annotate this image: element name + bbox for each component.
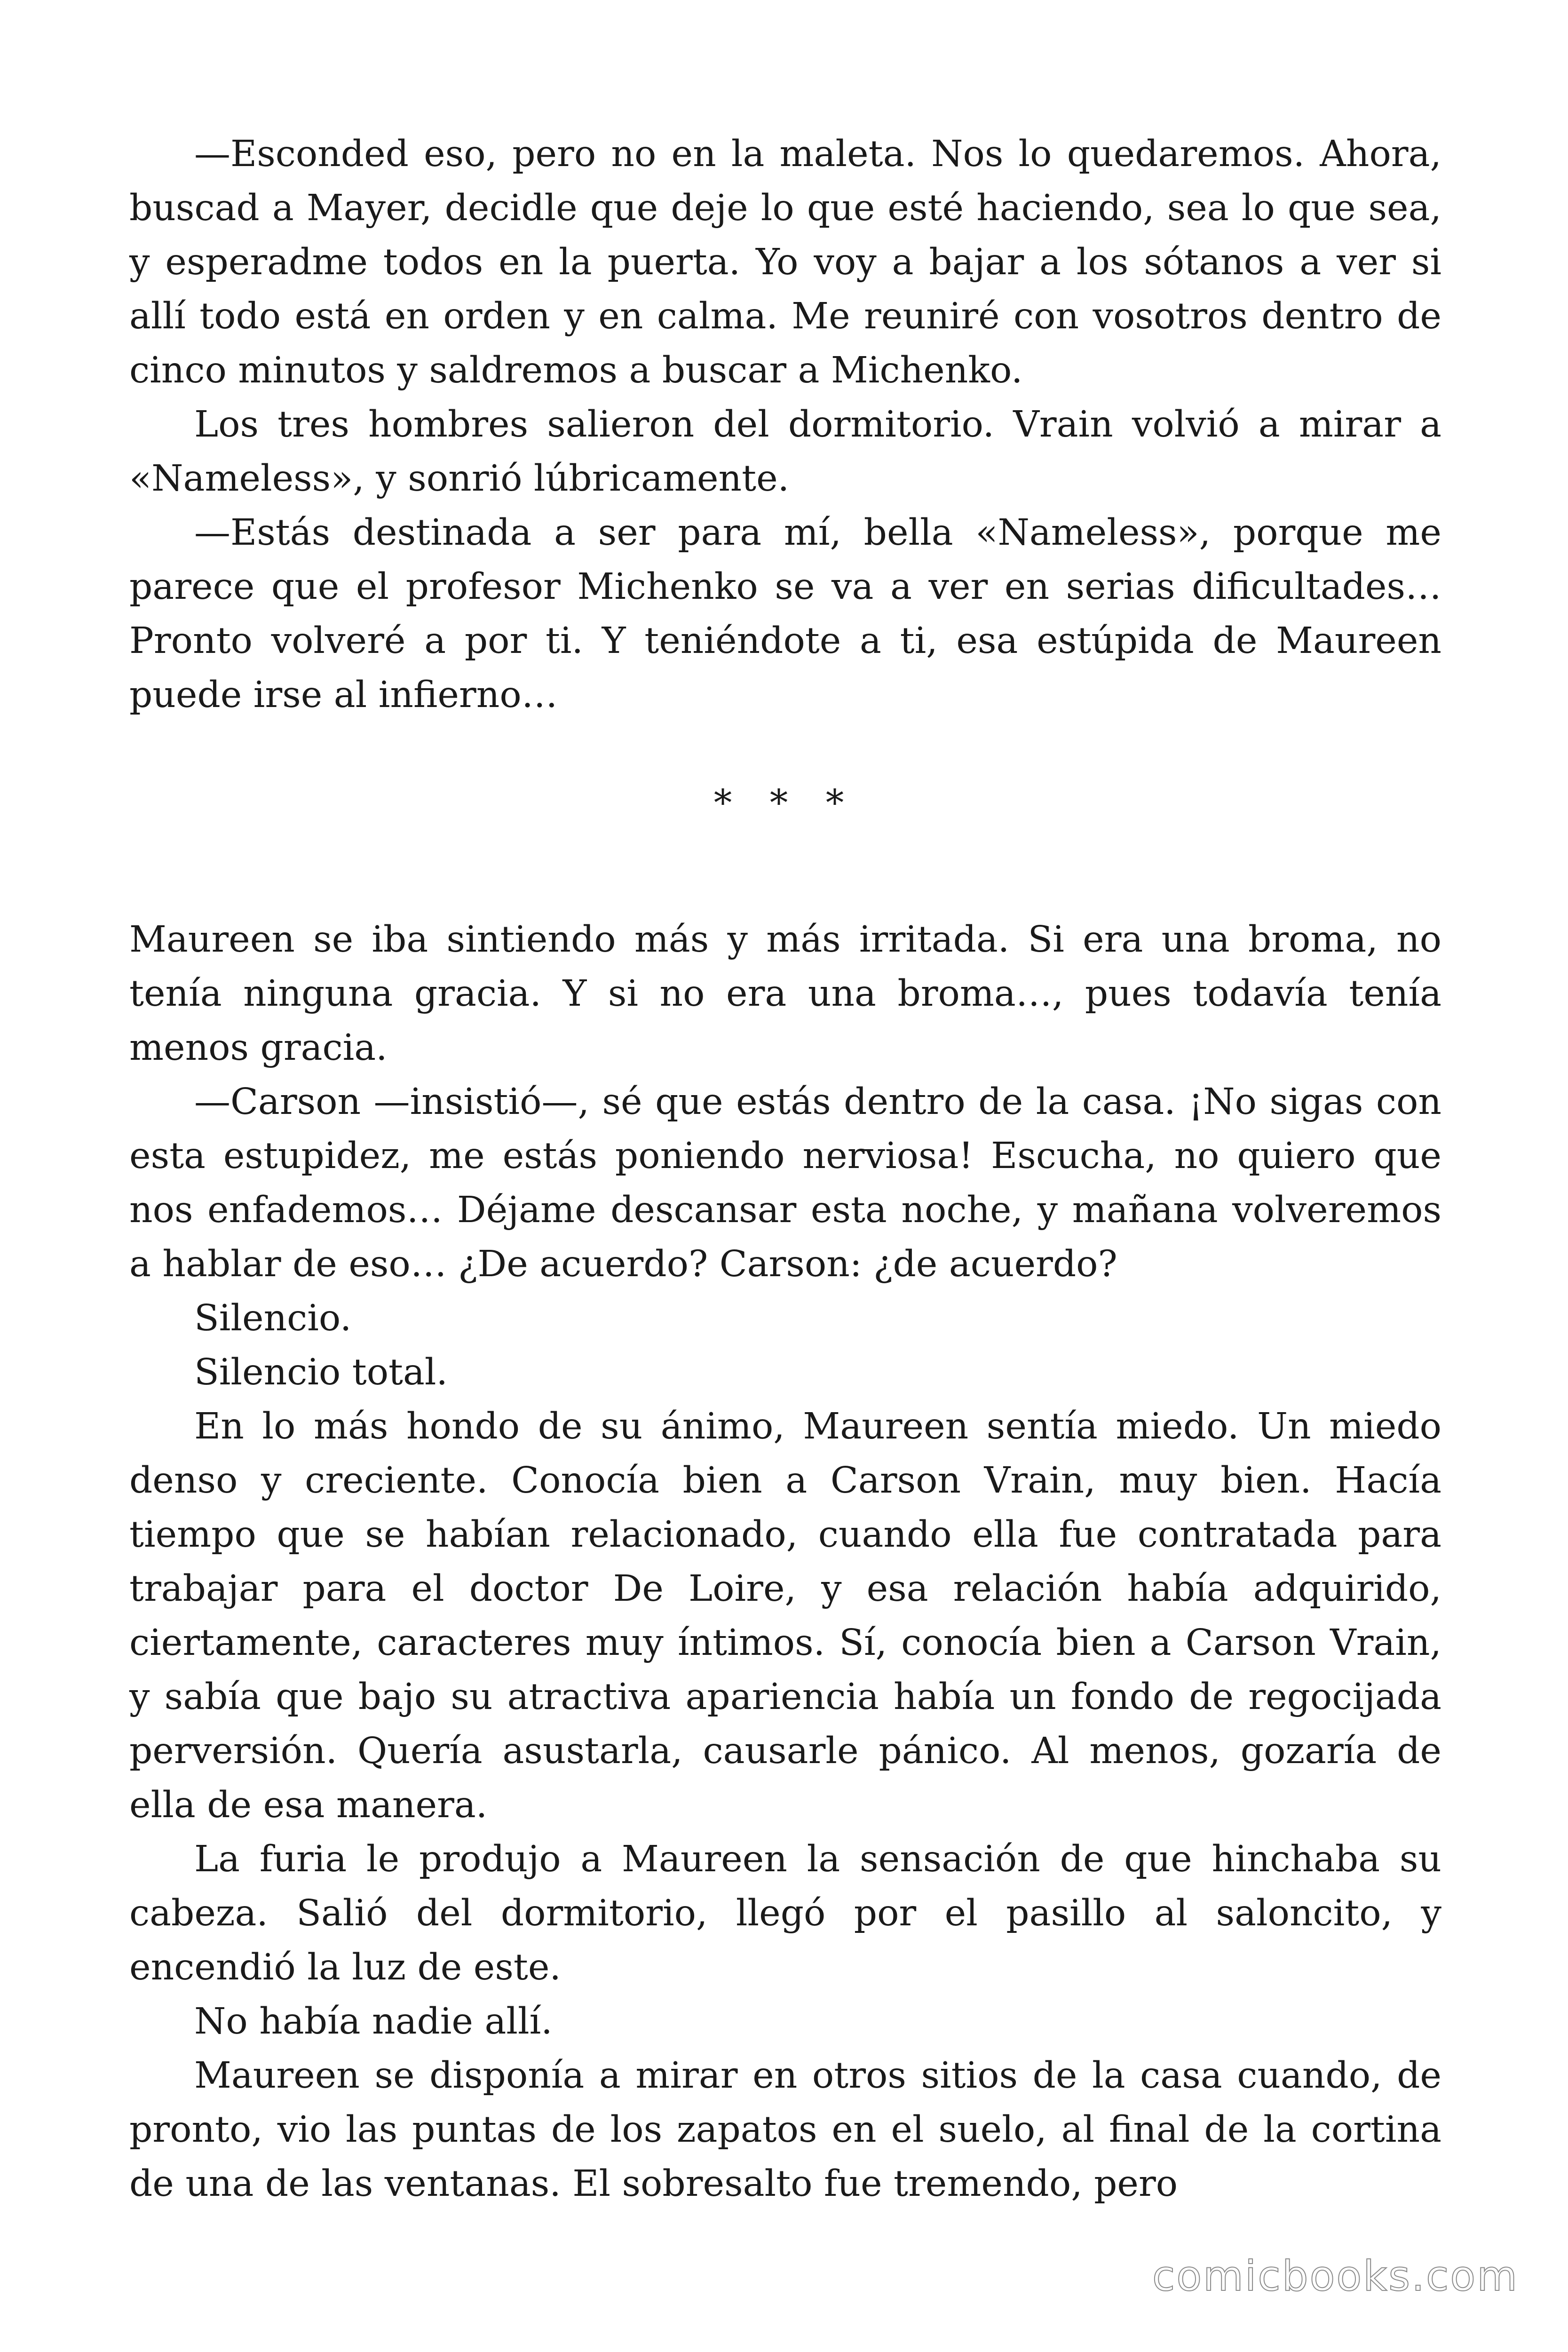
watermark: comicbooks.com (1152, 2252, 1519, 2300)
paragraph: —Carson —insistió—, sé que estás dentro de la casa. ¡No sigas con esta estupidez, me estás poniendo nerviosa! Escucha, no quiero que nos enfademos… Déjame descansar esta noche, y mañana volveremos a hablar de eso… ¿De acuerdo? Carson: ¿de acuerdo? (129, 1081, 1441, 1285)
section-1 (129, 127, 1441, 722)
paragraph: No había nadie allí. (194, 2001, 553, 2042)
paragraph: En lo más hondo de su ánimo, Maureen sentía miedo. Un miedo denso y creciente. Conocía bien a Carson Vrain, muy bien. Hacía tiempo que se habían relacionado, cuando ella fue contratada para trabajar para el doctor De Loire, y esa relación había adquirido, ciertamente, caracteres muy íntimos. Sí, conocía bien a Carson Vrain, y sabía que bajo su atractiva apariencia había un fondo de regocijada perversión. Quería asustarla, causarle pánico. Al menos, gozaría de ella de esa manera. (129, 1406, 1441, 1826)
paragraph: Maureen se iba sintiendo más y más irritada. Si era una broma, no tenía ninguna gracia. Y si no era una broma…, pues todavía tenía menos gracia. (129, 919, 1441, 1069)
section-separator: * * * (713, 782, 857, 824)
paragraph: Silencio total. (194, 1351, 448, 1393)
paragraph: La furia le produjo a Maureen la sensación de que hinchaba su cabeza. Salió del dormitorio, llegó por el pasillo al saloncito, y encendió la luz de este. (129, 1838, 1441, 1988)
paragraph: Maureen se disponía a mirar en otros sitios de la casa cuando, de pronto, vio las puntas de los zapatos en el suelo, al final de la cortina de una de las ventanas. El sobresalto fue tremendo, pero (129, 2055, 1441, 2205)
page-body (129, 127, 1441, 2211)
paragraph: Silencio. (194, 1297, 352, 1339)
paragraph: —Esconded eso, pero no en la maleta. Nos lo quedaremos. Ahora, buscad a Mayer, decidle que deje lo que esté haciendo, sea lo que sea, y esperadme todos en la puerta. Yo voy a bajar a los sótanos a ver si allí todo está en orden y en calma. Me reuniré con vosotros dentro de cinco minutos y saldremos a buscar a Michenko. (129, 133, 1441, 391)
paragraph: Los tres hombres salieron del dormitorio. Vrain volvió a mirar a «Nameless», y sonrió lúbricamente. (129, 404, 1441, 500)
section-2 (129, 913, 1441, 2211)
paragraph: —Estás destinada a ser para mí, bella «Nameless», porque me parece que el profesor Michenko se va a ver en serias dificultades… Pronto volveré a por ti. Y teniéndote a ti, esa estúpida de Maureen puede irse al infierno… (129, 512, 1441, 716)
